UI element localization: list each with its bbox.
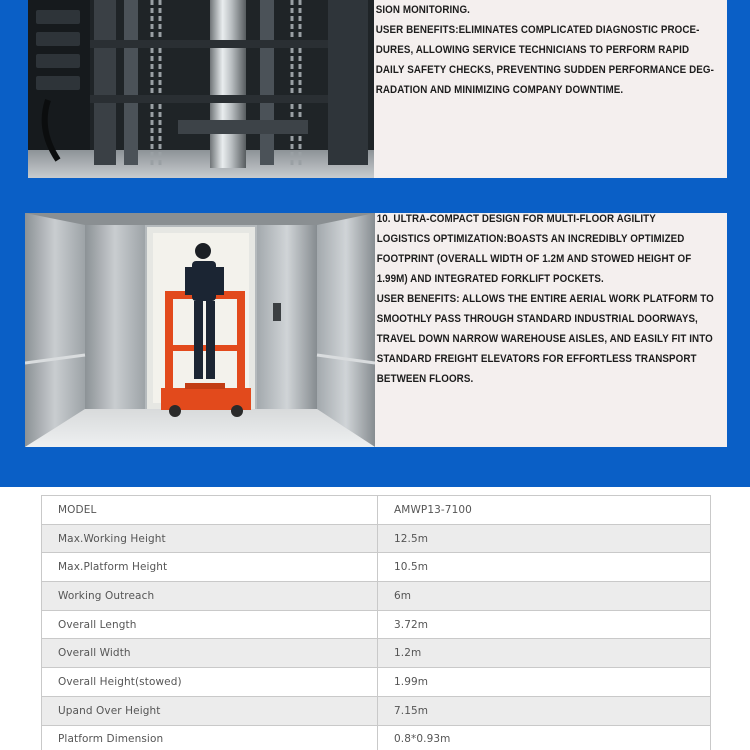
feature-text: 10. ULTRA-COMPACT DESIGN FOR MULTI-FLOOR AGILITY LOGISTICS OPTIMIZATION:BOASTS AN INCREDIBLY OPTIMIZED FOOTPRINT (OVERALL WIDTH OF 1.2M AND STOWED HEIGHT OF 1.99M) AND INTEGRATED FORKLIFT POCKETS. USER BENEFITS: ALLOWS THE ENTIRE AERIAL WORK PLATFORM TO SMOOTHLY PASS THROUGH STANDARD INDUSTRIAL DOORWAYS, TRAVEL DOWN NARROW WAREHOUSE AISLES, AND EASILY FIT INTO STANDARD FREIGHT ELEVATORS FOR EFFORTLESS TRANSPORT BETWEEN FLOORS. — [376, 213, 714, 385]
table-row — [42, 582, 711, 611]
spec-value: 3.72m — [378, 610, 711, 639]
table-row — [42, 668, 711, 697]
table-row — [42, 553, 711, 582]
spec-value: 10.5m — [378, 553, 711, 582]
feature-text-card — [375, 213, 727, 447]
table-row — [42, 524, 711, 553]
spec-label: MODEL — [42, 496, 378, 525]
spec-value: 1.99m — [378, 668, 711, 697]
spec-label: Overall Width — [42, 639, 378, 668]
specifications-section — [0, 487, 750, 750]
feature-block-compact-design — [0, 213, 750, 447]
feature-text-card — [374, 0, 727, 178]
worker-platform-elevator-illustration — [25, 213, 375, 447]
feature-block-monitoring — [0, 0, 750, 178]
table-row — [42, 696, 711, 725]
feature-text: SION MONITORING. USER BENEFITS:ELIMINATES COMPLICATED DIAGNOSTIC PROCE- DURES, ALLOWING SERVICE TECHNICIANS TO PERFORM RAPID DAILY SAFETY CHECKS, PREVENTING SUDDEN PERFORMANCE DEG- RADATION AND MINIMIZING COMPANY DOWNTIME. — [375, 4, 714, 96]
table-row — [42, 639, 711, 668]
spec-value: 12.5m — [378, 524, 711, 553]
elevator-photo — [25, 213, 375, 447]
spec-value: 1.2m — [378, 639, 711, 668]
specifications-table — [41, 495, 711, 750]
spec-value: 0.8*0.93m — [378, 725, 711, 750]
table-row — [42, 725, 711, 750]
spec-value: AMWP13-7100 — [378, 496, 711, 525]
spec-label: Upand Over Height — [42, 696, 378, 725]
spec-label: Max.Working Height — [42, 524, 378, 553]
table-row — [42, 496, 711, 525]
spec-label: Overall Length — [42, 610, 378, 639]
spec-value: 6m — [378, 582, 711, 611]
mast-chain-illustration — [28, 0, 374, 178]
spec-value: 7.15m — [378, 696, 711, 725]
table-row — [42, 610, 711, 639]
spec-label: Working Outreach — [42, 582, 378, 611]
spec-label: Max.Platform Height — [42, 553, 378, 582]
mast-chain-photo — [28, 0, 374, 178]
spec-label: Platform Dimension — [42, 725, 378, 750]
spec-label: Overall Height(stowed) — [42, 668, 378, 697]
